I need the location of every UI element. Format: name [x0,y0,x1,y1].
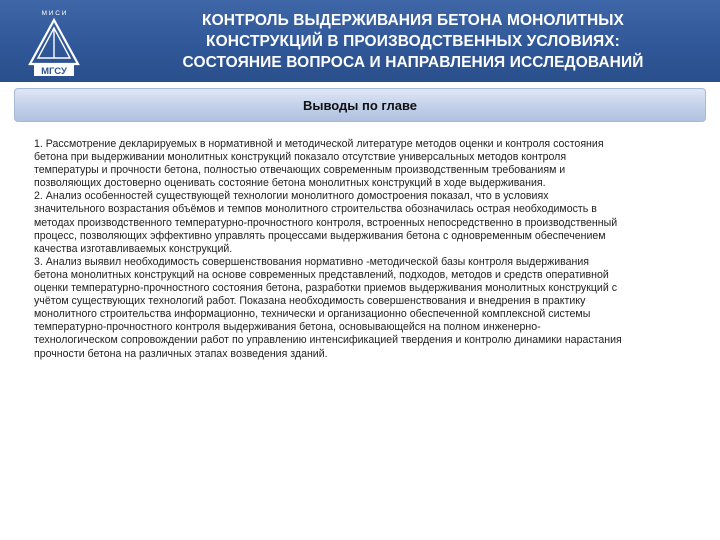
text-line: оценки температурно-прочностного состояния бетона, разработки приемов выдерживания монолитных конструкций с [34,282,617,295]
text-line: качества изготавливаемых конструкций. [34,242,233,255]
text-line: учётом существующих технологий работ. Показана необходимость совершенствования и внедрения в практику [34,295,586,308]
page-title [110,10,716,73]
text-line: значительного возрастания объёмов и темпов монолитного строительства обозначилась острая необходимость в [34,203,597,216]
conclusions-text [34,138,706,361]
section-banner [14,88,706,122]
logo-letters: М И С И [41,10,67,17]
text-line: 2. Анализ особенностей существующей технологии монолитного домостроения показал, что в условиях [34,190,549,203]
text-line: температуры и прочности бетона, полностью отвечающих современным производственным требованиям и [34,164,566,177]
title-line: КОНТРОЛЬ ВЫДЕРЖИВАНИЯ БЕТОНА МОНОЛИТНЫХ [202,12,624,29]
section-heading: Выводы по главе [302,97,418,113]
title-line: КОНСТРУКЦИЙ В ПРОИЗВОДСТВЕННЫХ УСЛОВИЯХ: [206,33,620,50]
text-line: технологическом сопровождении работ по управлению интенсификацией твердения и контролю динамики нарастания [34,334,622,347]
text-line: монолитного строительства информационно, технически и организационно обеспеченной комплексной системы [34,308,591,321]
text-line: процесс, позволяющих эффективно управлять процессами выдерживания бетона с одновременным обеспечением [34,229,606,242]
logo-text: МГСУ [41,66,67,77]
text-line: 3. Анализ выявил необходимость совершенствования нормативно -методической базы контроля выдерживания [34,255,590,268]
text-line: бетона при выдерживании монолитных конструкций показало отсутствие универсальных методов контроля [34,151,567,164]
mgsu-logo [22,6,86,78]
title-line: СОСТОЯНИЕ ВОПРОСА И НАПРАВЛЕНИЯ ИССЛЕДОВАНИЙ [182,54,644,71]
text-line: позволяющих достоверно оценивать состояние бетона монолитных конструкций в ходе выдерживания. [34,177,546,190]
header-bar [0,0,720,82]
text-line: методах производственного температурно-прочностного контроля, встроенных непосредственно в производственный [34,216,618,229]
text-line: прочности бетона на различных этапах возведения зданий. [34,347,328,360]
text-line: температурно-прочностного контроля выдерживания бетона, основывающейся на полном инженерно- [34,321,541,334]
text-line: 1. Рассмотрение декларируемых в нормативной и методической литературе методов оценки и контроля состояния [34,138,604,150]
text-line: бетона монолитных конструкций на основе современных представлений, подходов, методов и средств оперативной [34,268,609,281]
